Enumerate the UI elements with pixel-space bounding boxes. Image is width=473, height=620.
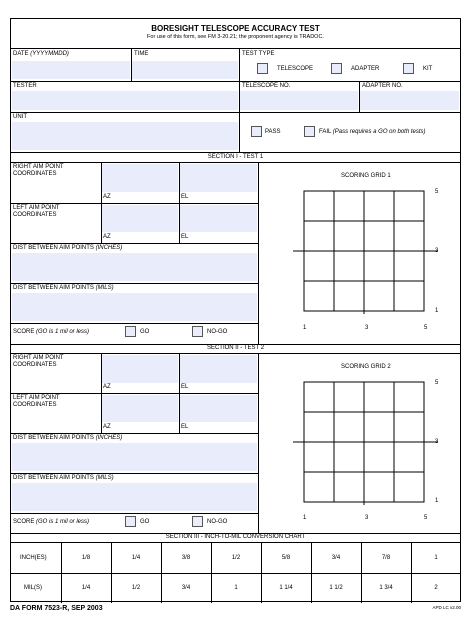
kit-checkbox[interactable]	[403, 63, 414, 74]
telescope-no-label: TELESCOPE NO.	[242, 83, 291, 89]
adapter-checkbox[interactable]	[331, 63, 342, 74]
el-label: EL	[181, 234, 189, 240]
grid-2-tick-right-bot: 1	[435, 498, 439, 504]
el-label: EL	[181, 424, 189, 430]
dist-inches-field[interactable]	[12, 443, 257, 471]
left-aim-label: LEFT AIM POINT	[13, 395, 60, 401]
form-subtitle: For use of this form, see FM 3-20.21; the proponent agency is TRADOC.	[147, 34, 324, 40]
adapter-option-label: ADAPTER	[351, 66, 380, 72]
form-title: BORESIGHT TELESCOPE ACCURACY TEST	[151, 24, 320, 33]
el-label: EL	[181, 384, 189, 390]
right-aim-label: RIGHT AIM POINT	[13, 355, 64, 361]
right-el-field[interactable]	[180, 164, 257, 192]
adapter-no-label: ADAPTER NO.	[362, 83, 403, 89]
go-checkbox[interactable]	[125, 516, 136, 527]
go-label: GO	[140, 329, 150, 335]
mil-cell: 3/4	[181, 585, 191, 591]
section-3-heading: SECTION III - INCH-TO-MIL CONVERSION CHART	[165, 534, 306, 540]
right-el-field[interactable]	[180, 355, 257, 383]
test-type-label: TEST TYPE	[242, 51, 275, 57]
tester-label: TESTER	[13, 83, 37, 89]
nogo-label: NO-GO	[207, 329, 228, 335]
scoring-grid-2-title: SCORING GRID 2	[341, 364, 391, 370]
grid-2-tick-right-mid: 3	[435, 439, 439, 445]
nogo-checkbox[interactable]	[192, 516, 203, 527]
telescope-checkbox[interactable]	[257, 63, 268, 74]
dist-mils-label: DIST BETWEEN AIM POINTS (MILS)	[13, 285, 114, 291]
az-label: AZ	[103, 424, 111, 430]
left-az-field[interactable]	[102, 395, 178, 422]
adapter-no-field[interactable]	[360, 91, 459, 110]
dist-mils-field[interactable]	[12, 293, 257, 321]
nogo-label: NO-GO	[207, 519, 228, 525]
go-checkbox[interactable]	[125, 326, 136, 337]
dist-inches-field[interactable]	[12, 253, 257, 281]
left-el-field[interactable]	[180, 395, 257, 422]
mil-cell: 1 1/4	[279, 585, 293, 591]
go-label: GO	[140, 519, 150, 525]
left-aim-label: LEFT AIM POINT	[13, 205, 60, 211]
inch-cell: 7/8	[381, 555, 391, 561]
left-aim-label-2: COORDINATES	[13, 212, 57, 218]
score-label: SCORE (GO is 1 mil or less)	[13, 329, 90, 335]
right-aim-label-2: COORDINATES	[13, 362, 57, 368]
unit-field[interactable]	[12, 122, 238, 150]
inch-cell: 3/8	[181, 555, 191, 561]
pass-checkbox[interactable]	[251, 126, 262, 137]
form-body	[10, 18, 461, 602]
tester-field[interactable]	[12, 91, 238, 110]
grid-1-tick-bot-right: 5	[424, 325, 428, 331]
grid-1-tick-bot-left: 1	[303, 325, 307, 331]
date-field[interactable]	[12, 61, 130, 79]
inch-cell: 3/4	[331, 555, 341, 561]
divider	[11, 48, 460, 49]
dist-inches-label: DIST BETWEEN AIM POINTS (INCHES)	[13, 435, 123, 441]
dist-inches-label: DIST BETWEEN AIM POINTS (INCHES)	[13, 245, 123, 251]
inch-cell: 1/2	[231, 555, 241, 561]
mil-cell: 1 3/4	[379, 585, 393, 591]
inches-row-label: INCH(ES)	[20, 555, 47, 561]
mils-row-label: MIL(S)	[24, 585, 42, 591]
left-az-field[interactable]	[102, 205, 178, 232]
kit-option-label: KIT	[423, 66, 433, 72]
form-id: DA FORM 7523-R, SEP 2003	[10, 605, 103, 612]
grid-1-tick-bot-mid: 3	[365, 325, 369, 331]
mil-cell: 1/2	[131, 585, 141, 591]
grid-2-tick-bot-right: 5	[424, 515, 428, 521]
right-az-field[interactable]	[102, 164, 178, 192]
grid-2-tick-right-top: 5	[435, 380, 439, 386]
section-1-heading: SECTION I - TEST 1	[207, 154, 264, 160]
unit-label: UNIT	[13, 114, 27, 120]
score-label: SCORE (GO is 1 mil or less)	[13, 519, 90, 525]
left-aim-label-2: COORDINATES	[13, 402, 57, 408]
right-az-field[interactable]	[102, 355, 178, 383]
fail-checkbox[interactable]	[304, 126, 315, 137]
pass-label: PASS	[265, 129, 281, 135]
right-aim-label-2: COORDINATES	[13, 171, 57, 177]
section-2-heading: SECTION II - TEST 2	[206, 345, 265, 351]
grid-2-tick-bot-mid: 3	[365, 515, 369, 521]
date-label: DATE (YYYYMMDD)	[13, 51, 69, 57]
left-el-field[interactable]	[180, 205, 257, 232]
mil-cell: 1	[234, 585, 238, 591]
fail-label: FAIL (Pass requires a GO on both tests)	[319, 129, 426, 135]
time-field[interactable]	[132, 61, 238, 79]
scoring-grid-1-title: SCORING GRID 1	[341, 173, 391, 179]
dist-mils-field[interactable]	[12, 483, 257, 511]
az-label: AZ	[103, 234, 111, 240]
grid-2-tick-bot-left: 1	[303, 515, 307, 521]
grid-1-tick-right-bot: 1	[435, 308, 439, 314]
form-version: APD LC v2.00	[432, 605, 461, 610]
az-label: AZ	[103, 194, 111, 200]
telescope-no-field[interactable]	[240, 91, 358, 110]
nogo-checkbox[interactable]	[192, 326, 203, 337]
grid-1-tick-right-top: 5	[435, 189, 439, 195]
scoring-grid-1[interactable]	[293, 189, 438, 314]
right-aim-label: RIGHT AIM POINT	[13, 164, 64, 170]
inch-cell: 1/4	[131, 555, 141, 561]
dist-mils-label: DIST BETWEEN AIM POINTS (MILS)	[13, 475, 114, 481]
mil-cell: 1/4	[81, 585, 91, 591]
inch-cell: 1/8	[81, 555, 91, 561]
mil-cell: 1 1/2	[329, 585, 343, 591]
grid-1-tick-right-mid: 3	[435, 248, 439, 254]
inch-cell: 5/8	[281, 555, 291, 561]
mil-cell: 2	[434, 585, 438, 591]
inch-cell: 1	[434, 555, 438, 561]
time-label: TIME	[134, 51, 149, 57]
az-label: AZ	[103, 384, 111, 390]
scoring-grid-2[interactable]	[293, 380, 438, 505]
telescope-option-label: TELESCOPE	[277, 66, 314, 72]
el-label: EL	[181, 194, 189, 200]
